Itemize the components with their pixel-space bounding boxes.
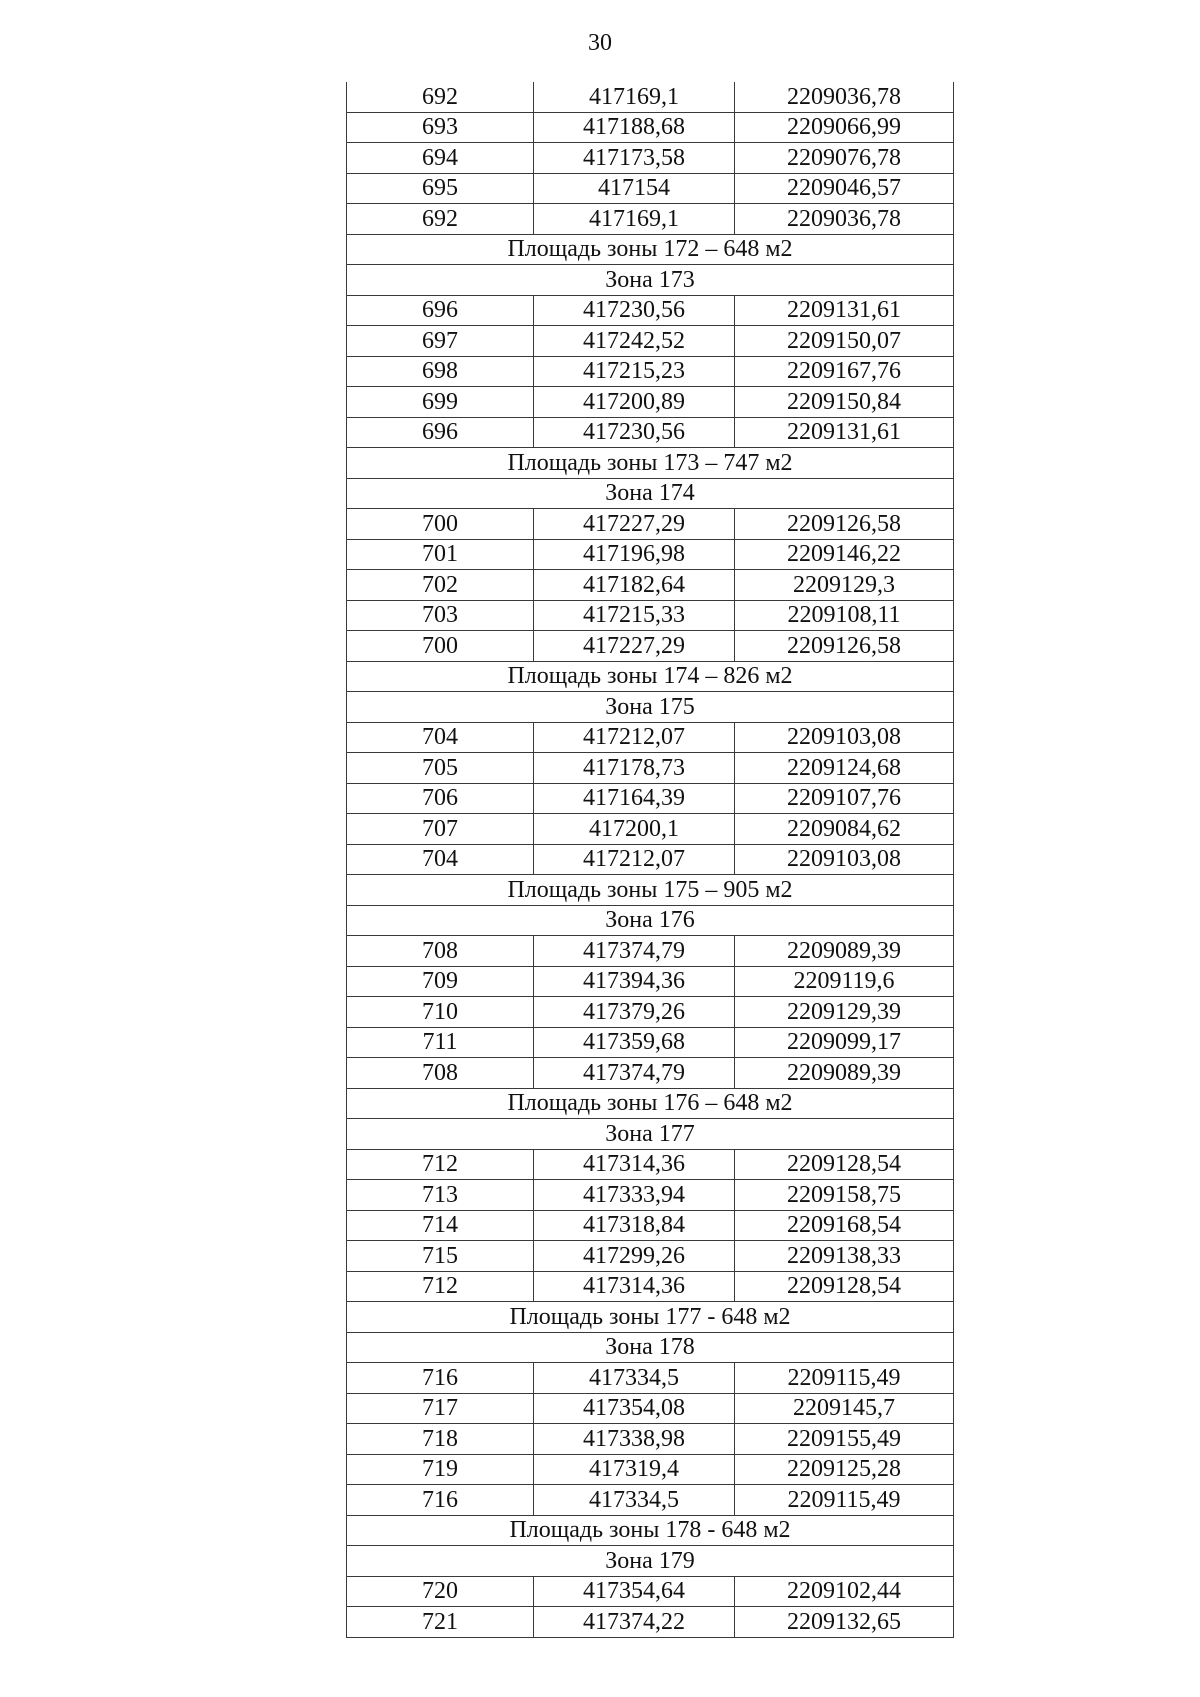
zone-area-row: [347, 875, 954, 906]
point-number-cell: 712: [347, 1271, 534, 1302]
point-number-cell: 693: [347, 112, 534, 143]
y-coordinate-cell: 2209089,39: [735, 1058, 954, 1089]
y-coordinate-cell: 2209145,7: [735, 1393, 954, 1424]
x-coordinate-cell: 417242,52: [534, 326, 735, 357]
x-coordinate-cell: 417188,68: [534, 112, 735, 143]
x-coordinate-cell: 417178,73: [534, 753, 735, 784]
point-number-cell: 709: [347, 966, 534, 997]
x-coordinate-cell: 417374,22: [534, 1607, 735, 1638]
x-coordinate-cell: 417354,64: [534, 1576, 735, 1607]
y-coordinate-cell: 2209124,68: [735, 753, 954, 784]
zone-area-row: [347, 661, 954, 692]
y-coordinate-cell: 2209108,11: [735, 600, 954, 631]
x-coordinate-cell: 417227,29: [534, 509, 735, 540]
point-number-cell: 697: [347, 326, 534, 357]
zone-header-row: [347, 1119, 954, 1150]
zone-area-text: Площадь зоны 174 – 826 м2: [347, 661, 954, 692]
y-coordinate-cell: 2209125,28: [735, 1454, 954, 1485]
point-number-cell: 704: [347, 844, 534, 875]
zone-area-row: [347, 1302, 954, 1333]
x-coordinate-cell: 417394,36: [534, 966, 735, 997]
x-coordinate-cell: 417215,33: [534, 600, 735, 631]
coordinates-table: [346, 82, 954, 1638]
point-number-cell: 716: [347, 1485, 534, 1516]
table-row: [347, 417, 954, 448]
y-coordinate-cell: 2209115,49: [735, 1485, 954, 1516]
point-number-cell: 703: [347, 600, 534, 631]
y-coordinate-cell: 2209129,39: [735, 997, 954, 1028]
point-number-cell: 712: [347, 1149, 534, 1180]
y-coordinate-cell: 2209115,49: [735, 1363, 954, 1394]
point-number-cell: 716: [347, 1363, 534, 1394]
x-coordinate-cell: 417196,98: [534, 539, 735, 570]
table-row: [347, 753, 954, 784]
y-coordinate-cell: 2209066,99: [735, 112, 954, 143]
table-row: [347, 539, 954, 570]
point-number-cell: 701: [347, 539, 534, 570]
y-coordinate-cell: 2209158,75: [735, 1180, 954, 1211]
zone-header-row: [347, 1546, 954, 1577]
point-number-cell: 692: [347, 204, 534, 235]
x-coordinate-cell: 417314,36: [534, 1149, 735, 1180]
x-coordinate-cell: 417230,56: [534, 417, 735, 448]
x-coordinate-cell: 417230,56: [534, 295, 735, 326]
y-coordinate-cell: 2209128,54: [735, 1271, 954, 1302]
table-row: [347, 1180, 954, 1211]
y-coordinate-cell: 2209107,76: [735, 783, 954, 814]
x-coordinate-cell: 417227,29: [534, 631, 735, 662]
zone-title: Зона 174: [347, 478, 954, 509]
table-row: [347, 173, 954, 204]
table-row: [347, 509, 954, 540]
point-number-cell: 706: [347, 783, 534, 814]
table-row: [347, 814, 954, 845]
table-row: [347, 936, 954, 967]
point-number-cell: 717: [347, 1393, 534, 1424]
table-row: [347, 1027, 954, 1058]
y-coordinate-cell: 2209167,76: [735, 356, 954, 387]
point-number-cell: 721: [347, 1607, 534, 1638]
y-coordinate-cell: 2209131,61: [735, 417, 954, 448]
table-row: [347, 387, 954, 418]
x-coordinate-cell: 417169,1: [534, 82, 735, 112]
point-number-cell: 705: [347, 753, 534, 784]
table-row: [347, 1454, 954, 1485]
table-row: [347, 631, 954, 662]
zone-header-row: [347, 1332, 954, 1363]
y-coordinate-cell: 2209155,49: [735, 1424, 954, 1455]
point-number-cell: 719: [347, 1454, 534, 1485]
table-row: [347, 295, 954, 326]
zone-header-row: [347, 478, 954, 509]
point-number-cell: 694: [347, 143, 534, 174]
point-number-cell: 695: [347, 173, 534, 204]
x-coordinate-cell: 417299,26: [534, 1241, 735, 1272]
x-coordinate-cell: 417212,07: [534, 844, 735, 875]
y-coordinate-cell: 2209132,65: [735, 1607, 954, 1638]
zone-area-text: Площадь зоны 178 - 648 м2: [347, 1515, 954, 1546]
x-coordinate-cell: 417215,23: [534, 356, 735, 387]
x-coordinate-cell: 417200,1: [534, 814, 735, 845]
table-row: [347, 356, 954, 387]
table-row: [347, 112, 954, 143]
table-row: [347, 1149, 954, 1180]
zone-area-text: Площадь зоны 172 – 648 м2: [347, 234, 954, 265]
zone-header-row: [347, 905, 954, 936]
x-coordinate-cell: 417354,08: [534, 1393, 735, 1424]
table-row: [347, 1210, 954, 1241]
zone-title: Зона 173: [347, 265, 954, 296]
y-coordinate-cell: 2209036,78: [735, 204, 954, 235]
zone-title: Зона 179: [347, 1546, 954, 1577]
table-row: [347, 1393, 954, 1424]
y-coordinate-cell: 2209046,57: [735, 173, 954, 204]
zone-title: Зона 175: [347, 692, 954, 723]
y-coordinate-cell: 2209150,84: [735, 387, 954, 418]
y-coordinate-cell: 2209129,3: [735, 570, 954, 601]
table-row: [347, 1241, 954, 1272]
table-row: [347, 722, 954, 753]
table-row: [347, 997, 954, 1028]
table-row: [347, 1271, 954, 1302]
point-number-cell: 707: [347, 814, 534, 845]
point-number-cell: 710: [347, 997, 534, 1028]
table-row: [347, 1576, 954, 1607]
point-number-cell: 718: [347, 1424, 534, 1455]
page-number: 30: [588, 30, 612, 56]
y-coordinate-cell: 2209089,39: [735, 936, 954, 967]
y-coordinate-cell: 2209099,17: [735, 1027, 954, 1058]
x-coordinate-cell: 417169,1: [534, 204, 735, 235]
y-coordinate-cell: 2209168,54: [735, 1210, 954, 1241]
table-row: [347, 600, 954, 631]
point-number-cell: 713: [347, 1180, 534, 1211]
x-coordinate-cell: 417200,89: [534, 387, 735, 418]
x-coordinate-cell: 417338,98: [534, 1424, 735, 1455]
point-number-cell: 700: [347, 631, 534, 662]
x-coordinate-cell: 417374,79: [534, 936, 735, 967]
point-number-cell: 720: [347, 1576, 534, 1607]
zone-area-row: [347, 448, 954, 479]
zone-area-text: Площадь зоны 177 - 648 м2: [347, 1302, 954, 1333]
point-number-cell: 704: [347, 722, 534, 753]
point-number-cell: 698: [347, 356, 534, 387]
point-number-cell: 692: [347, 82, 534, 112]
y-coordinate-cell: 2209102,44: [735, 1576, 954, 1607]
x-coordinate-cell: 417154: [534, 173, 735, 204]
y-coordinate-cell: 2209126,58: [735, 509, 954, 540]
zone-title: Зона 177: [347, 1119, 954, 1150]
point-number-cell: 708: [347, 1058, 534, 1089]
point-number-cell: 708: [347, 936, 534, 967]
table-row: [347, 844, 954, 875]
y-coordinate-cell: 2209076,78: [735, 143, 954, 174]
table-row: [347, 1424, 954, 1455]
x-coordinate-cell: 417164,39: [534, 783, 735, 814]
table-row: [347, 1485, 954, 1516]
zone-title: Зона 178: [347, 1332, 954, 1363]
point-number-cell: 700: [347, 509, 534, 540]
x-coordinate-cell: 417318,84: [534, 1210, 735, 1241]
x-coordinate-cell: 417379,26: [534, 997, 735, 1028]
y-coordinate-cell: 2209146,22: [735, 539, 954, 570]
x-coordinate-cell: 417359,68: [534, 1027, 735, 1058]
zone-header-row: [347, 692, 954, 723]
point-number-cell: 699: [347, 387, 534, 418]
table-row: [347, 1363, 954, 1394]
y-coordinate-cell: 2209138,33: [735, 1241, 954, 1272]
x-coordinate-cell: 417334,5: [534, 1485, 735, 1516]
table-row: [347, 966, 954, 997]
point-number-cell: 696: [347, 417, 534, 448]
point-number-cell: 714: [347, 1210, 534, 1241]
point-number-cell: 696: [347, 295, 534, 326]
y-coordinate-cell: 2209128,54: [735, 1149, 954, 1180]
y-coordinate-cell: 2209103,08: [735, 844, 954, 875]
zone-area-text: Площадь зоны 176 – 648 м2: [347, 1088, 954, 1119]
point-number-cell: 702: [347, 570, 534, 601]
y-coordinate-cell: 2209131,61: [735, 295, 954, 326]
x-coordinate-cell: 417173,58: [534, 143, 735, 174]
zone-area-text: Площадь зоны 173 – 747 м2: [347, 448, 954, 479]
y-coordinate-cell: 2209036,78: [735, 82, 954, 112]
x-coordinate-cell: 417182,64: [534, 570, 735, 601]
y-coordinate-cell: 2209103,08: [735, 722, 954, 753]
x-coordinate-cell: 417334,5: [534, 1363, 735, 1394]
table-row: [347, 82, 954, 112]
zone-area-row: [347, 1515, 954, 1546]
y-coordinate-cell: 2209126,58: [735, 631, 954, 662]
table-row: [347, 570, 954, 601]
zone-area-row: [347, 234, 954, 265]
table-row: [347, 1607, 954, 1638]
table-row: [347, 204, 954, 235]
y-coordinate-cell: 2209150,07: [735, 326, 954, 357]
x-coordinate-cell: 417333,94: [534, 1180, 735, 1211]
point-number-cell: 711: [347, 1027, 534, 1058]
table-row: [347, 1058, 954, 1089]
zone-area-text: Площадь зоны 175 – 905 м2: [347, 875, 954, 906]
table-row: [347, 783, 954, 814]
x-coordinate-cell: 417314,36: [534, 1271, 735, 1302]
table-row: [347, 326, 954, 357]
x-coordinate-cell: 417374,79: [534, 1058, 735, 1089]
y-coordinate-cell: 2209119,6: [735, 966, 954, 997]
y-coordinate-cell: 2209084,62: [735, 814, 954, 845]
zone-area-row: [347, 1088, 954, 1119]
zone-title: Зона 176: [347, 905, 954, 936]
x-coordinate-cell: 417319,4: [534, 1454, 735, 1485]
point-number-cell: 715: [347, 1241, 534, 1272]
table-row: [347, 143, 954, 174]
zone-header-row: [347, 265, 954, 296]
x-coordinate-cell: 417212,07: [534, 722, 735, 753]
coordinates-table-body: [347, 82, 954, 1637]
